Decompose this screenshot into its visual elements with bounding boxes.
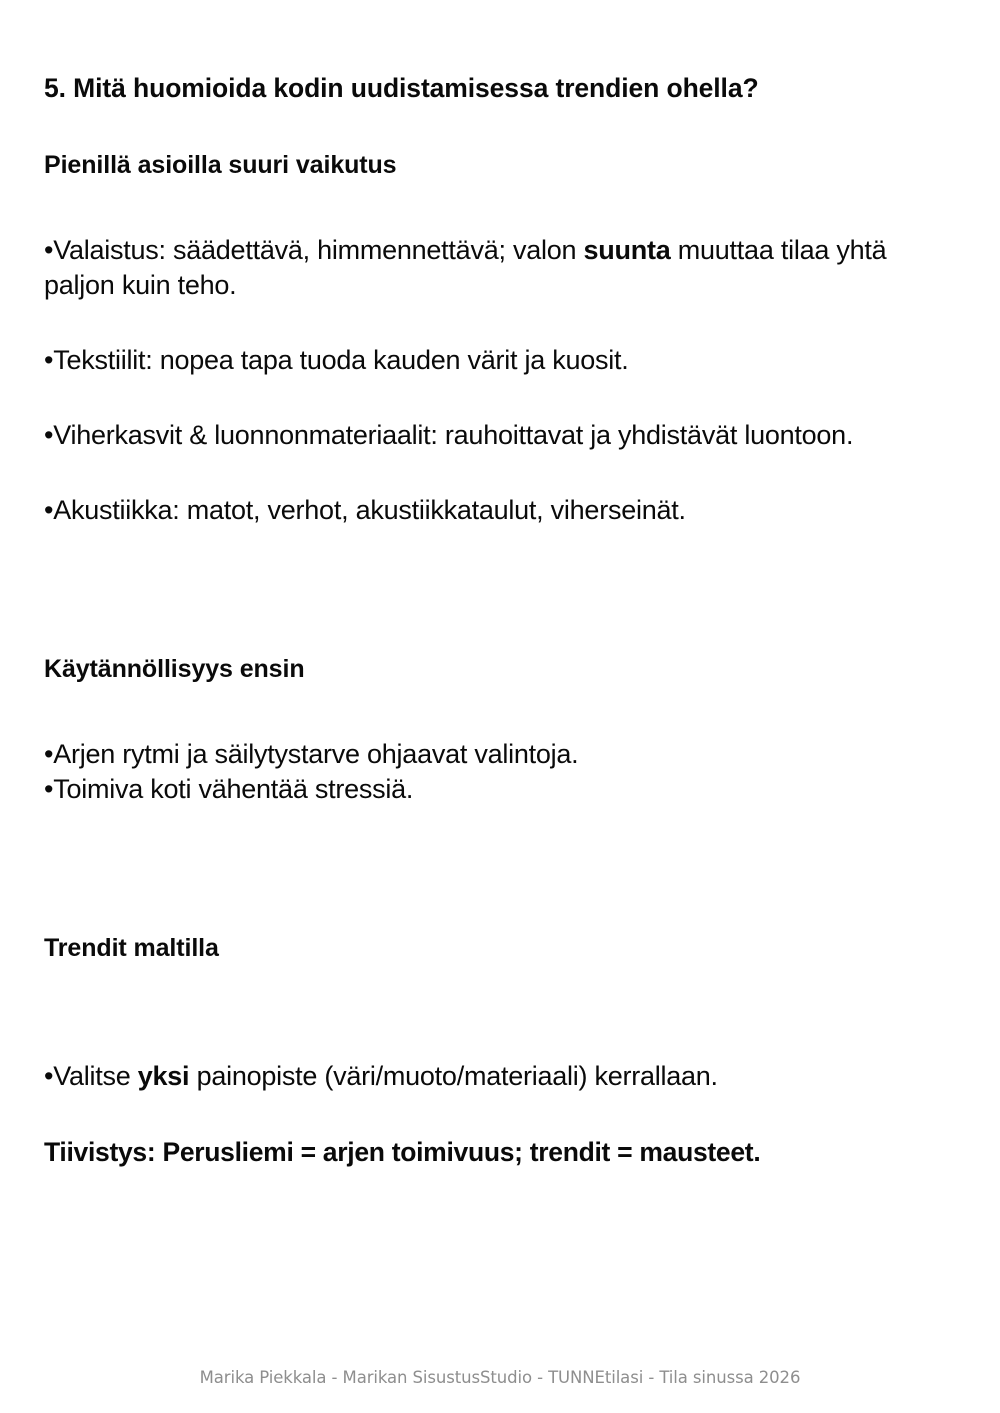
bullet-marker: • <box>44 234 54 265</box>
bullet-marker: • <box>44 773 54 804</box>
body-text: Toimiva koti vähentää stressiä. <box>53 773 414 804</box>
list-item <box>44 493 956 528</box>
list-item <box>44 1059 956 1094</box>
body-text: Akustiikka: matot, verhot, akustiikkataulut, viherseinät. <box>53 495 686 526</box>
spacer <box>44 528 956 654</box>
slide-content <box>44 72 956 1169</box>
bullet-marker: • <box>44 345 54 376</box>
section-heading-trendit-maltilla: Trendit maltilla <box>44 933 219 962</box>
body-text: muuttaa tilaa yhtä paljon kuin teho. <box>44 234 887 300</box>
list-item <box>44 772 956 807</box>
spacer <box>44 807 956 933</box>
spacer <box>44 685 956 737</box>
spacer <box>44 1095 956 1135</box>
list-item <box>44 418 956 453</box>
spacer <box>44 453 956 493</box>
spacer <box>44 303 956 343</box>
body-text: Tekstiilit: nopea tapa tuoda kauden värit ja kuosit. <box>53 345 629 376</box>
list-item <box>44 737 956 772</box>
body-text: Valitse <box>53 1061 138 1092</box>
bullet-marker: • <box>44 420 54 451</box>
bullet-marker: • <box>44 495 54 526</box>
body-text: Valaistus: säädettävä, himmennettävä; valon <box>53 234 584 265</box>
list-item <box>44 233 956 303</box>
list-item <box>44 343 956 378</box>
body-text: painopiste (väri/muoto/materiaali) kerrallaan. <box>189 1061 718 1092</box>
spacer <box>44 963 956 1059</box>
emphasis-text: suunta <box>583 234 671 265</box>
section-heading-pienilla-asioilla: Pienillä asioilla suuri vaikutus <box>44 151 397 180</box>
page-title: 5. Mitä huomioida kodin uudistamisessa trendien ohella? <box>44 73 759 103</box>
summary-line: Tiivistys: Perusliemi = arjen toimivuus; trendit = mausteet. <box>44 1136 761 1167</box>
section-heading-kaytannollisyys-ensin: Käytännöllisyys ensin <box>44 655 305 684</box>
footer-credit: Marika Piekkala - Marikan SisustusStudio - TUNNEtilasi - Tila sinussa 2026 <box>199 1368 801 1387</box>
body-text: Viherkasvit & luonnonmateriaalit: rauhoittavat ja yhdistävät luontoon. <box>53 420 854 451</box>
spacer <box>44 104 956 150</box>
body-text: Arjen rytmi ja säilytystarve ohjaavat valintoja. <box>53 738 579 769</box>
bullet-marker: • <box>44 738 54 769</box>
bullet-marker: • <box>44 1061 54 1092</box>
spacer <box>44 378 956 418</box>
spacer <box>44 181 956 233</box>
emphasis-text: yksi <box>137 1061 190 1092</box>
